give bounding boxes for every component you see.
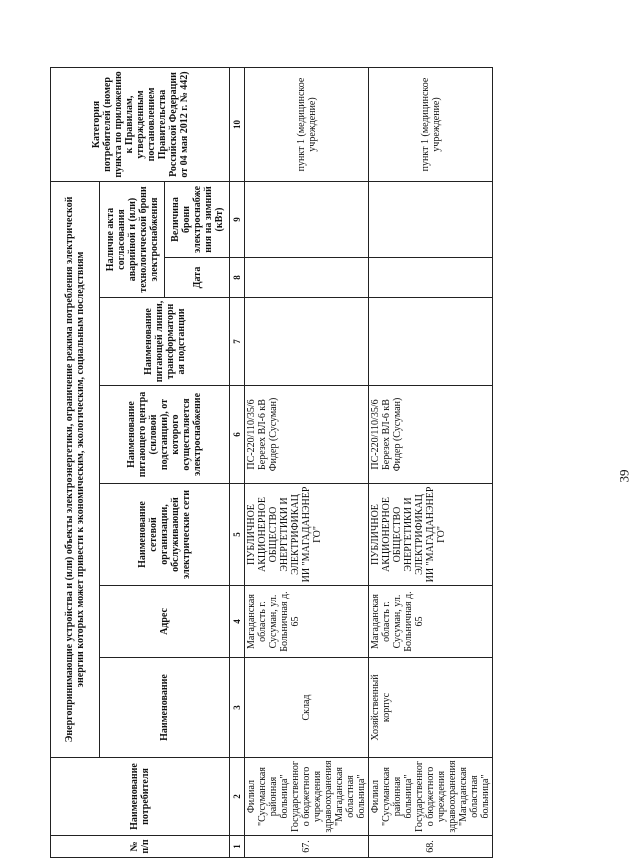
column-number: 2 — [230, 758, 245, 836]
header-num: № п/п — [51, 836, 230, 858]
row-line — [369, 298, 493, 386]
header-act-date: Дата — [165, 258, 230, 298]
row-object-name: Хозяйственный корпус — [369, 658, 493, 758]
header-name: Наименование — [100, 658, 230, 758]
row-address: Магаданская область г. Сусуман, ул. Больничная д. 65 — [369, 586, 493, 658]
row-category: пункт 1 (медицинское учреждение) — [369, 68, 493, 182]
row-consumer: Филиал "Сусуманская районная больница" Государственного бюджетного учреждения здравоохранения "Магаданская областная больница" — [369, 758, 493, 836]
header-act-value: Величина брони электроснабже ния на зимний (кВт) — [165, 182, 230, 258]
row-act-value — [245, 182, 369, 258]
row-address: Магаданская область г. Сусуман, ул. Больничная д. 65 — [245, 586, 369, 658]
row-consumer: Филиал "Сусуманская районная больница" Государственного бюджетного учреждения здравоохранения "Магаданская областная больница" — [245, 758, 369, 836]
row-network-org: ПУБЛИЧНОЕ АКЦИОНЕРНОЕ ОБЩЕСТВО ЭНЕРГЕТИКИ И ЭЛЕКТРИФИКАЦ ИИ "МАГАДАНЭНЕР ГО" — [245, 484, 369, 586]
row-network-org: ПУБЛИЧНОЕ АКЦИОНЕРНОЕ ОБЩЕСТВО ЭНЕРГЕТИКИ И ЭЛЕКТРИФИКАЦ ИИ "МАГАДАНЭНЕР ГО" — [369, 484, 493, 586]
header-network-org: Наименование сетевой организации, обслуживающей электрические сети — [100, 484, 230, 586]
column-number: 4 — [230, 586, 245, 658]
row-act-value — [369, 182, 493, 258]
header-supply-center: Наименование питающего центра (силовой подстанции), от которого осуществляется электроснабжение — [100, 386, 230, 484]
column-number: 5 — [230, 484, 245, 586]
row-act-date — [245, 258, 369, 298]
header-substation-line: Наименование питающей линии, трансформаторн ая подстанции — [100, 298, 230, 386]
column-number: 3 — [230, 658, 245, 758]
row-line — [245, 298, 369, 386]
row-act-date — [369, 258, 493, 298]
column-number: 10 — [230, 68, 245, 182]
row-num: 67. — [245, 836, 369, 858]
row-supply-center: ПС-220/110/35/6 Березех ВЛ-6 кВ Фидер (Сусуман) — [245, 386, 369, 484]
header-category: Категория потребителей (номер пункта по приложению к Правилам, утвержденным постановлением Правительства Российской Федерации от 04 мая 2012 г. № 442) — [51, 68, 230, 182]
column-number: 1 — [230, 836, 245, 858]
row-num: 68. — [369, 836, 493, 858]
page-number: 39 — [616, 469, 632, 483]
header-act-title: Наличие акта согласования аварийной и (или) технологической брони электроснабжения — [100, 182, 165, 298]
table-row — [369, 68, 493, 858]
header-address: Адрес — [100, 586, 230, 658]
row-category: пункт 1 (медицинское учреждение) — [245, 68, 369, 182]
column-number: 8 — [230, 258, 245, 298]
column-number: 6 — [230, 386, 245, 484]
rotated-table-container — [50, 68, 595, 858]
table-row — [245, 68, 369, 858]
energy-consumers-table — [50, 67, 493, 858]
header-consumer-name: Наименование потребителя — [51, 758, 230, 836]
row-supply-center: ПС-220/110/35/6 Березех ВЛ-6 кВ Фидер (Сусуман) — [369, 386, 493, 484]
header-group-title: Энергопринимающие устройства и (или) объекты электроэнергетики, ограничение режима потребления электрической энергии которых может привести к экономическим, экологическим, социальным последствиям — [51, 182, 100, 758]
column-number: 7 — [230, 298, 245, 386]
column-number: 9 — [230, 182, 245, 258]
row-object-name: Склад — [245, 658, 369, 758]
column-numbers-row — [230, 68, 245, 858]
